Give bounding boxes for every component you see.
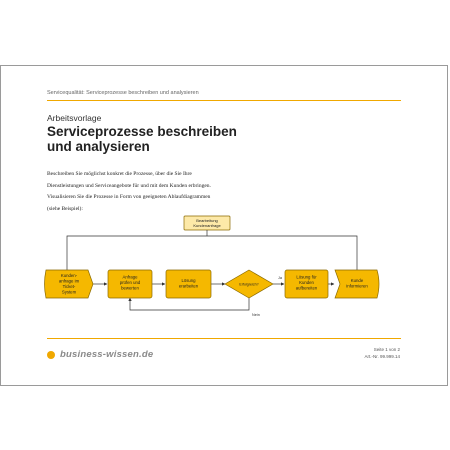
brand-dot-icon bbox=[47, 351, 55, 359]
document-subtitle: Arbeitsvorlage bbox=[47, 113, 102, 123]
step-label: Kunden bbox=[299, 280, 314, 285]
process-flowchart bbox=[41, 212, 391, 330]
body-line: (siehe Beispiel): bbox=[47, 205, 83, 212]
body-paragraph bbox=[47, 169, 307, 215]
decision-diamond bbox=[225, 270, 273, 298]
article-number: Art.-Nr. 99.999.14 bbox=[364, 354, 400, 359]
flow-step bbox=[335, 270, 379, 298]
body-line: Beschreiben Sie möglichst konkret die Prozesse, über die Sie Ihre bbox=[47, 171, 192, 177]
flow-step bbox=[166, 270, 211, 298]
title-line-2: und analysieren bbox=[47, 139, 150, 154]
trigger-event bbox=[184, 216, 230, 230]
yes-label: Ja bbox=[278, 276, 283, 280]
title-line-1: Serviceprozesse beschreiben bbox=[47, 124, 237, 139]
trigger-label-line: Kundenanfrage bbox=[193, 223, 221, 228]
step-label: anfrage im bbox=[58, 278, 80, 284]
page-number: Seite 1 von 2 bbox=[373, 347, 400, 352]
no-label: Nein bbox=[252, 313, 260, 317]
flow-step bbox=[108, 270, 152, 298]
brand-name: business-wissen.de bbox=[60, 349, 154, 360]
body-line: Dienstleistungen und Serviceangebote für und mit dem Kunden erbringen. bbox=[47, 182, 211, 189]
step-label: bewerten bbox=[121, 285, 139, 291]
document-header: Servicequalität: Serviceprozesse beschreiben und analysieren bbox=[47, 90, 199, 96]
document-page bbox=[0, 65, 448, 386]
step-label: prüfen und bbox=[119, 280, 141, 285]
document-title bbox=[47, 124, 307, 154]
header-divider bbox=[47, 100, 401, 101]
decision-label: Erfolgreich? bbox=[239, 282, 259, 287]
page-info bbox=[364, 346, 400, 360]
footer-divider bbox=[47, 338, 401, 339]
step-label: Lösung für bbox=[296, 274, 317, 280]
trigger-label-line: Bearbeitung bbox=[196, 218, 218, 223]
body-line: Visualisieren Sie die Prozesse in Form von geeigneten Ablaufdiagrammen bbox=[47, 194, 211, 200]
step-label: Ticket- bbox=[62, 284, 76, 289]
flow-step bbox=[45, 270, 94, 298]
step-label: aufbereiten bbox=[295, 285, 318, 291]
flow-step bbox=[285, 270, 328, 298]
step-label: Lösung bbox=[181, 278, 196, 283]
step-label: Kunden- bbox=[60, 273, 78, 278]
step-label: System bbox=[61, 289, 77, 295]
step-label: Anfrage bbox=[122, 274, 138, 280]
step-label: informieren bbox=[346, 283, 368, 289]
brand-logo bbox=[47, 349, 153, 360]
step-label: Kunde bbox=[350, 278, 364, 283]
step-label: erarbeiten bbox=[178, 283, 199, 289]
